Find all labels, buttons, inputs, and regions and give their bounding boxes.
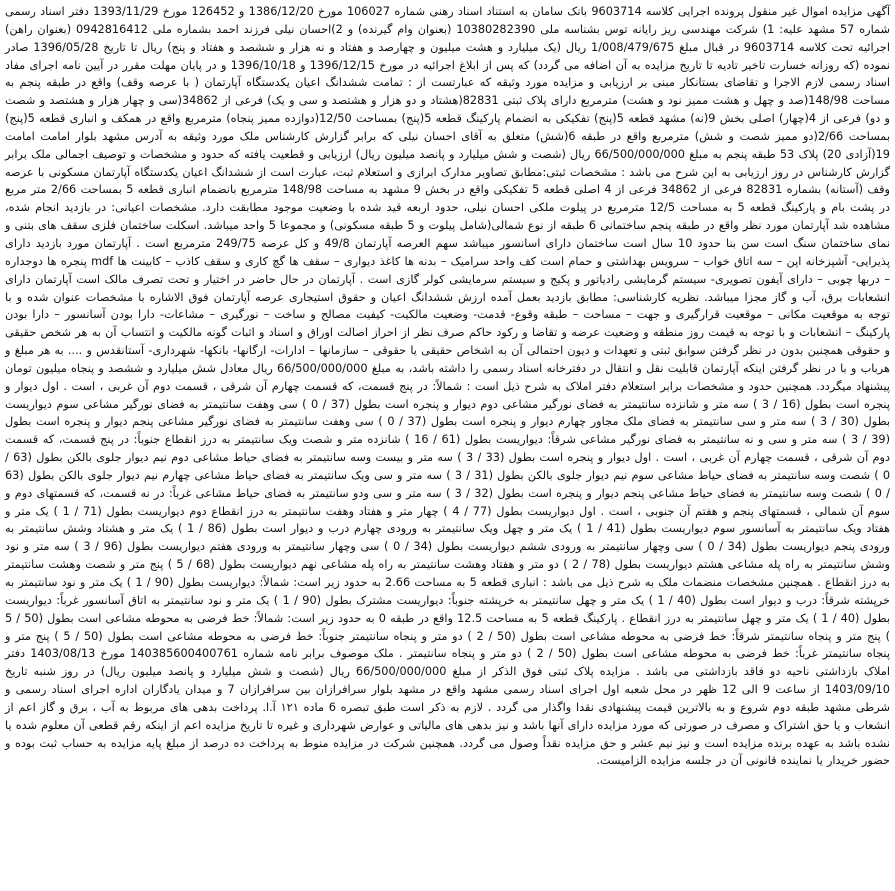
auction-notice-text: آگهی مزایده اموال غیر منقول پرونده اجرایی کلاسه 9603714 بانک سامان به استناد اسناد رهنی شماره 106027 مورخ 1386/12/20 و 126452 مورخ 1393/11/29 دفتر اسناد رسمی شماره 57 مشهد علیه: 1) شرکت مهندسی ریز رایانه توس بشناسه ملی 10380282390 (بعنوان وام گیرنده) و 2)احسان نیلی فرزند احمد بشماره ملی 0942816412 (بعنوان راهن) اجرائیه تحت کلاسه 9603714 در قبال مبلغ 1/008/479/675 ریال (یک میلیارد و هشت میلیون و چهارصد و هفتاد و نه هزار و ششصد و هفتاد و پنج) ریال تا تاریخ 1396/05/28 صادر نموده (که روزانه خسارت تاخیر تادیه تا تاریخ مزایده به آن اضافه می گردد) که پس از ابلاغ اجرائیه در مورخ 1396/12/15 و 1396/10/18 و در پایان مهلت مقرر در آیین نامه اجرای مفاد اسناد رسمی لازم الاجرا و تقاضای بستانکار مبنی بر ارزیابی و مزایده مورد وثیقه که عبارتست از : تمامت ششدانگ اعیان یکدستگاه آپارتمان ( با عرصه وقف) واقع در طبقه پنجم به مساحت 148/98(صد و چهل و هشت ممیز نود و هشت) مترمربع دارای پلاک ثبتی 82831(هشتاد و دو هزار و هشتصد و سی و یک) فرعی از 34862(سی و چهار هزار و هشتصد و شصت و دو) فرعی از 4(چهار) اصلی بخش 9(نه) مشهد قطعه 5(پنج) تفکیکی به انضمام پارکینگ قطعه 5(پنج) بمساحت 12/50(دوازده ممیز پنجاه) مترمربع واقع در همکف و انباری قطعه 5(پنج) بمساحت 2/66(دو ممیز شصت و شش) مترمربع واقع در طبقه 6(شش) متعلق به آقای احسان نیلی که برابر گزارش کارشناس ملک مورد وثیقه به آدرس مشهد بلوار امامت امامت 19(آزادی 20) پلاک 53 طبقه پنجم به مبلغ 66/500/000/000 ریال (شصت و شش میلیارد و پانصد میلیون ریال) ارزیابی و قطعیت یافته که حدود و مشخصات و توصیف اجمالی ملک برابر گزارش کارشناس در روز ارزیابی به این شرح می باشد : مشخصات ثبتی:مطابق تصاویر مدارک ابرازی و استعلام ثبت، عبارت است از ششدانگ اعیان یکدستگاه آپارتمان مسکونی با عرصه وقف (آستانه) بشماره 82831 فرعی از 34862 فرعی از 4 اصلی قطعه 5 تفکیکی واقع در بخش 9 مشهد به مساحت 148/98 مترمربع بانضمام انباری قطعه 5 بمساحت 2/66 متر مربع در پشت بام و پارکینگ قطعه 5 به مساحت 12/5 مترمربع در پیلوت ملکی احسان نیلی، حدود اربعه قید شده با وضعیت موجود مطابقت دارد. مشخصات اعیانی: در بازدید انجام شده، مشاهده شد آپارتمان مورد نظر واقع در طبقه پنجم ساختمانی 6 طبقه از نوع شمالی(شامل پیلوت و 5 طبقه مسکونی) و مجموعا 5 واحد میباشد. اسکلت ساختمان فلزی سقف های بتنی و نمای ساختمان سنگ است سن بنا حدود 10 سال است ساختمان دارای اسانسور میباشد سهم العرصه آپارتمان 49/8 و کل عرصه 249/75 مترمربع است . آپارتمان مورد بازدید دارای پذیرایی- آشپزخانه اپن – سه اتاق خواب – سرویس بهداشتی و حمام است کف واحد سرامیک – بدنه ها کاغذ دیواری – سقف ها گچ کاری و سقف کاذب – کابینت ها mdf پنجره ها دوجداره – دربها چوبی – دارای آیفون تصویری- سیستم گرمایشی رادیاتور و پکیج و سیستم سرمایشی کولر گازی است . آپارتمان در حال حاضر در اختیار و تحت تصرف مالک است آپارتمان دارای انشعابات برق، آب و گاز مجزا میباشد. نظریه کارشناسی: مطابق بازدید بعمل آمده ارزش ششدانگ اعیان و حقوق استیجاری عرصه آپارتمان فوق الاشاره با مشخصات عنوان شده و با توجه به موقعیت مکانی – موقعیت قرارگیری و جهت – مساحت – طبقه وقوع- قدمت- وضعیت مالکیت- کیفیت مصالح و ساخت – نورگیری – مشاعات- دارا بودن آسانسور – دارا بودن پارکینگ – انشعابات و با توجه به قیمت روز منطقه و وضعیت عرضه و تقاضا و رکود حاکم صرف نظر از احراز اصالت اوراق و اسناد و اثبات گونه مالکیت و انتساب آن به هر شخص حقیقی و حقوقی همچنین بدون در نظر گرفتن سوابق ثبتی و تعهدات و دیون احتمالی آن به اشخاص حقیقی یا حقوقی – سازمانها – ادارات- ارگانها- بانکها- شهرداری- آستانقدس و .... به هر مبلغ و هرباب و با در نظر گرفتن اینکه آپارتمان قابلیت نقل و انتقال در دفترخانه اسناد رسمی را داشته باشد، به مبلغ 66/500/000/000 ریال معادل شش میلیارد و ششصد و پنجاه میلیون تومان پیشنهاد میگردد. همچنین حدود و مشخصات برابر استعلام دفتر املاک به شرح ذیل است : شمالاً: در پنج قسمت، که قسمت چهارم آن شرقی ، قسمت دوم آن غربی ، است . اول دیوار و پنجره است بطول (16 / 3 ) سه متر و شانزده سانتیمتر به فضای نورگیر مشاعی دوم دیوار و پنجره است بطول (37 / 0 ) سی وهفت سانتیمتر به فضای نورگیر مشاعی سوم دیواریست بطول (30 / 3 ) سه متر و سی سانتیمتر به فضای ملک مجاور چهارم دیوار و پنجره است بطول (37 / 0 ) سی وهفت سانتیمتر به فضای نورگیر مشاعی پنجم دیوار و پنجره است بطول (39 / 3 ) سه متر و سی و نه سانتیمتر به فضای نورگیر مشاعی شرقاً: دیواریست بطول (61 / 16 ) شانزده متر و شصت ویک سانتیمتر به درز انقطاع جنوباً: در پنج قسمت، که قسمت دوم آن شرقی ، قسمت چهارم آن غربی ، است . اول دیوار و پنجره است بطول (33 / 3 ) سه متر و بیست وسه سانتیمتر به فضای حیاط مشاعی دوم نیم دیوار جلوی بالکن بطول (63 / 0 ) شصت وسه سانتیمتر به فضای حیاط مشاعی سوم نیم دیوار جلوی بالکن بطول (31 / 3 ) سه متر و سی ویک سانتیمتر به فضای حیاط مشاعی چهارم نیم دیوار جلوی بالکن بطول (63 / 0 ) شصت وسه سانتیمتر به فضای حیاط مشاعی پنجم دیوار و پنجره است بطول (32 / 3 ) سه متر و سی ودو سانتیمتر به فضای حیاط مشاعی غرباً: در نه قسمت، که قسمتهای دوم و سوم آن شمالی ، قسمتهای پنجم و هفتم آن جنوبی ، است . اول دیواریست بطول (77 / 4 ) چهار متر و هفتاد وهفت سانتیمتر به درز انقطاع دوم دیواریست بطول (71 / 1 ) یک متر و هفتاد ویک سانتیمتر به آسانسور سوم دیواریست بطول (41 / 1 ) یک متر و چهل ویک سانتیمتر به ورودی چهارم درب و دیوار است بطول (86 / 1 ) یک متر و هشتاد وشش سانتیمتر به ورودی پنجم دیواریست بطول (34 / 0 ) سی وچهار سانتیمتر به ورودی ششم دیواریست بطول (34 / 0 ) سی وچهار سانتیمتر به ورودی هفتم دیواریست بطول (96 / 3 ) سه متر و نود وشش سانتیمتر به راه پله مشاعی هشتم دیواریست بطول (78 / 2 ) دو متر و هفتاد وهشت سانتیمتر به راه پله مشاعی نهم دیواریست بطول (68 / 5 ) پنج متر و شصت وهشت سانتیمتر به درز انقطاع . همچنین مشخصات منضمات ملک به شرح ذیل می باشد : انباری قطعه 5 به مساحت 2.66 به حدود زیر است: شمالاً: دیواریست بطول (90 / 1 ) یک متر و نود سانتیمتر به خرپشته شرقاً: درب و دیوار است بطول (40 / 1 ) یک متر و چهل سانتیمتر به خرپشته جنوباً: دیواریست مشترک بطول (90 / 1 ) یک متر و نود سانتیمتر به اتاق آسانسور غرباً: دیواریست بطول (40 / 1 ) یک متر و چهل سانتیمتر به درز انقطاع . پارکینگ قطعه 5 به مساحت 12.5 واقع در طبقه 0 به حدود زیر است: شمالاً: خط فرضی به محوطه مشاعی است بطول (50 / 5 ) پنج متر و پنجاه سانتیمتر شرقاً: خط فرضی به محوطه مشاعی است بطول (50 / 2 ) دو متر و پنجاه سانتیمتر جنوباً: خط فرضی به محوطه مشاعی است بطول (50 / 5 ) پنج متر و پنجاه سانتیمتر غرباً: خط فرضی به محوطه مشاعی است بطول (50 / 2 ) دو متر و پنجاه سانتیمتر . ملک موصوف برابر نامه شماره 140385600400761 مورخ 1403/08/13 دفتر املاک بازداشتی ناحیه دو فاقد بازداشتی می باشد . مزایده پلاک ثبتی فوق الذکر از مبلغ 66/500/000/000 ریال (شصت و شش میلیارد و پانصد میلیون ریال) در روز شنبه تاریخ 1403/09/10 از ساعت 9 الی 12 ظهر در محل شعبه اول اجرای اسناد رسمی مشهد واقع در مشهد بلوار سرافرازان بین سرافرازان 7 و میدان یادگاران اداره اجرای اسناد رسمی و شرطی مشهد طبقه دوم شروع و به بالاترین قیمت پیشنهادی نقدا واگذار می گردد . لازم به ذکر است طبق تبصره 6 ماده ۱۲۱ آ.ا. پرداخت بدهی های مربوط به آب ، برق و گاز اعم از انشعاب و یا حق اشتراک و مصرف در صورتی که مورد مزایده دارای آنها باشد و نیز بدهی های مالیاتی و عوارض شهرداری و غیره تا تاریخ مزایده اعم از اینکه رقم قطعی آن معلوم شده یا نشده باشد به عهده برنده مزایده است و نیز نیم عشر و حق مزایده نقداً وصول می گردد. همچنین شرکت در مزایده منوط به پرداخت ده درصد از مبلغ پایه مزایده به حساب ثبت بوده و حضور خریدار یا نماینده قانونی آن در جلسه مزایده الزامیست. <box>5 5 891 768</box>
